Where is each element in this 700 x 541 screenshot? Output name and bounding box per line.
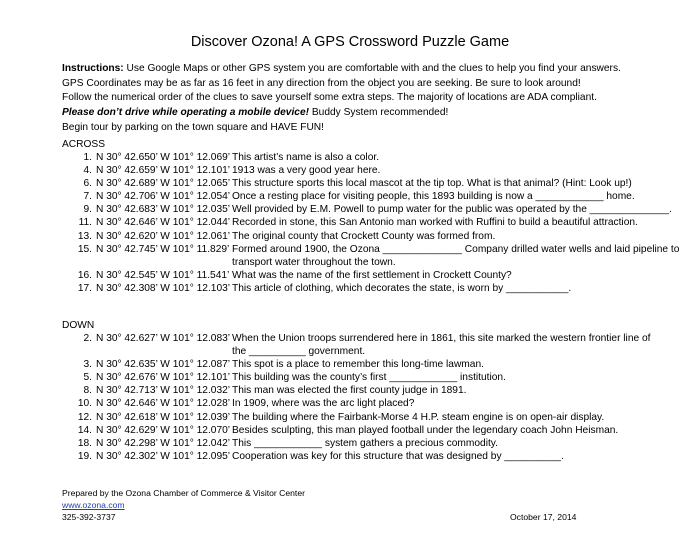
clue-text: The building where the Fairbank-Morse 4 H.P. steam engine is on open-air display. [232,411,605,423]
clue-text: The original county that Crockett County was formed from. [232,230,496,242]
clue-row [62,216,692,229]
clue-text: Besides sculpting, this man played football under the legendary coach John Heisman. [232,424,619,436]
clue-number: 12. [77,411,92,423]
clue-text: This article of clothing, which decorates the state, is worn by ___________. [232,282,572,294]
clue-number: 1. [83,152,92,163]
gps-coordinate: N 30° 42.745’ W 101° 11.829’ [96,243,230,255]
buddy-system-note: Buddy System recommended! [309,107,449,119]
clue-number: 4. [83,165,92,177]
clue-row [62,384,692,397]
clue-row [62,243,692,256]
clue-number: 18. [77,437,92,449]
clue-number: 19. [77,450,92,462]
clue-text: Well provided by E.M. Powell to pump water for the public was operated by the ______________. [232,204,672,216]
clue-number: 2. [83,333,92,344]
clue-number: 17. [77,282,92,294]
document-date: October 17, 2014 [510,512,577,522]
clue-text: This spot is a place to remember this long-time lawman. [232,359,484,371]
across-clue-list [62,151,692,295]
clue-number: 13. [77,230,92,242]
clue-number: 7. [83,191,92,203]
clue-row [62,177,692,190]
clue-text: Cooperation was key for this structure that was designed by __________. [232,450,564,462]
gps-coordinate: N 30° 42.676’ W 101° 12.101’ [96,372,231,384]
instructions-line-4 [62,106,682,121]
prepared-by-text: Prepared by the Ozona Chamber of Commerce & Visitor Center [62,488,305,498]
clue-number: 8. [83,385,92,397]
instructions-text-1: Use Google Maps or other GPS system you are comfortable with and the clues to help you find your answers. [123,63,621,74]
clue-row [62,164,692,177]
instructions-line-2: GPS Coordinates may be as far as 16 feet in any direction from the object you are seeking. Be sure to look around! [62,77,581,89]
gps-coordinate: N 30° 42.659’ W 101° 12.101’ [96,165,231,177]
clue-text: Recorded in stone, this San Antonio man worked with Ruffini to build a beautiful attraction. [232,217,638,229]
gps-coordinate: N 30° 42.713’ W 101° 12.032’ [96,385,231,397]
clue-number: 6. [83,178,92,190]
clue-row [62,282,692,295]
clue-number: 11. [78,217,92,229]
gps-coordinate: N 30° 42.545’ W 101° 11.541’ [96,269,230,281]
down-heading: DOWN [62,320,95,331]
clue-row [62,203,692,216]
phone-number: 325-392-3737 [62,512,116,523]
clue-row [62,358,692,371]
clue-row [62,269,692,282]
page-title: Discover Ozona! A GPS Crossword Puzzle Game [190,34,510,50]
clue-text: This artist’s name is also a color. [232,152,380,163]
gps-coordinate: N 30° 42.618’ W 101° 12.039’ [96,411,231,423]
clue-row [62,450,692,463]
down-clue-list [62,332,692,463]
gps-coordinate: N 30° 42.635’ W 101° 12.087’ [96,359,231,371]
clue-number: 9. [83,204,92,216]
clue-text: This man was elected the first county judge in 1891. [232,385,467,397]
clue-text: Formed around 1900, the Ozona ______________ Company drilled water wells and laid pipeline to [232,243,680,255]
clue-text: 1913 was a very good year here. [232,165,381,177]
gps-coordinate: N 30° 42.302’ W 101° 12.095’ [96,450,231,462]
gps-coordinate: N 30° 42.620’ W 101° 12.061’ [96,230,231,242]
instructions-line-5: Begin tour by parking on the town square and HAVE FUN! [62,121,324,133]
clue-row [62,437,692,450]
gps-coordinate: N 30° 42.627’ W 101° 12.083’ [96,333,231,344]
clue-continuation: transport water throughout the town. [232,256,396,268]
gps-coordinate: N 30° 42.646’ W 101° 12.028’ [96,398,231,410]
clue-row [62,230,692,243]
gps-coordinate: N 30° 42.706’ W 101° 12.054’ [96,191,231,203]
gps-coordinate: N 30° 42.298’ W 101° 12.042’ [96,437,231,449]
clue-row [62,190,692,203]
clue-row [62,397,692,410]
clue-text: What was the name of the first settlement in Crockett County? [232,269,512,281]
clue-text: Once a resting place for visiting people, this 1893 building is now a ____________ home. [232,191,635,203]
gps-coordinate: N 30° 42.650’ W 101° 12.069’ [96,152,231,163]
instructions-line-3: Follow the numerical order of the clues to save yourself some extra steps. The majority of locations are ADA compliant. [62,92,597,104]
gps-coordinate: N 30° 42.683’ W 101° 12.035’ [96,204,231,216]
clue-text: In 1909, where was the arc light placed? [232,398,415,410]
website-link[interactable]: www.ozona.com [62,500,125,511]
clue-number: 3. [83,359,92,371]
clue-number: 16. [77,269,92,281]
across-heading: ACROSS [62,139,106,150]
clue-text: This building was the county’s first ____________ institution. [232,372,506,384]
clue-number: 10. [77,398,92,410]
instructions-line-1 [62,62,682,77]
gps-coordinate: N 30° 42.646’ W 101° 12.044’ [96,217,231,229]
clue-row [62,371,692,384]
gps-coordinate: N 30° 42.308’ W 101° 12.103’ [96,282,231,294]
clue-number: 14. [77,424,92,436]
gps-coordinate: N 30° 42.629’ W 101° 12.070’ [96,424,231,436]
safety-warning: Please don’t drive while operating a mobile device! [62,107,310,119]
instructions-label: Instructions: [62,63,124,74]
clue-text: This ____________ system gathers a precious commodity. [232,437,498,449]
clue-row [62,151,692,164]
clue-text: This structure sports this local mascot at the tip top. What is that animal? (Hint: Look up!) [232,178,632,190]
instructions-block [62,62,682,136]
footer [62,487,305,524]
clue-text: When the Union troops surrendered here in 1861, this site marked the western frontier line of [232,333,651,344]
clue-number: 15. [77,243,92,255]
clue-row [62,332,692,345]
clue-number: 5. [83,372,92,384]
clue-row [62,424,692,437]
clue-row [62,411,692,424]
gps-coordinate: N 30° 42.689’ W 101° 12.065’ [96,178,231,190]
clue-continuation: the __________ government. [232,346,366,358]
